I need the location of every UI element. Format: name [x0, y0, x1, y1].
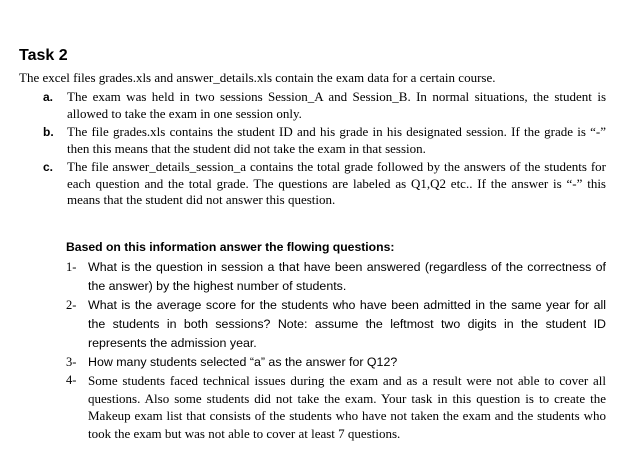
info-point-marker: b. [43, 125, 54, 139]
question-number: 2- [66, 298, 77, 312]
questions-list [66, 258, 606, 442]
question-text: Some students faced technical issues during the exam and as a result were not able to cover all questions. Also some students did not take the exam. Your task in this question is to create the Makeup exam list that consists of the students who have not taken the exam and the students who took the exam but was not able to cover at least 7 questions. [88, 373, 606, 441]
info-point-marker: c. [43, 160, 54, 174]
question-item [66, 296, 606, 353]
info-point-text: The exam was held in two sessions Session_A and Session_B. In normal situations, the student is allowed to take the exam in one session only. [67, 89, 606, 121]
question-number: 4- [66, 373, 77, 387]
question-number: 1- [66, 260, 77, 274]
question-number: 3- [66, 355, 77, 369]
questions-heading: Based on this information answer the flowing questions: [66, 240, 395, 254]
info-point-marker: a. [43, 90, 54, 104]
question-item [66, 258, 606, 296]
question-text: What is the average score for the students who have been admitted in the same year for all the students in both sessions? Note: assume the leftmost two digits in the student ID represents the admission year. [88, 298, 606, 350]
info-point-text: The file answer_details_session_a contains the total grade followed by the answers of the students for each question and the total grade. The questions are labeled as Q1,Q2 etc.. If the answer is “-” this means that the student did not answer this question. [67, 159, 606, 207]
question-text: How many students selected “a” as the answer for Q12? [88, 355, 398, 369]
intro-paragraph: The excel files grades.xls and answer_details.xls contain the exam data for a certain course. [19, 70, 496, 85]
info-point [40, 159, 606, 209]
info-point [40, 124, 606, 157]
info-point-text: The file grades.xls contains the student ID and his grade in his designated session. If the grade is “-” then this means that the student did not take the exam in that session. [67, 124, 606, 156]
info-points-list [40, 89, 606, 211]
task-title: Task 2 [19, 47, 68, 64]
info-point [40, 89, 606, 122]
question-item [66, 353, 606, 372]
question-item [66, 372, 606, 442]
question-text: What is the question in session a that have been answered (regardless of the correctness of the answer) by the highest number of students. [88, 260, 606, 293]
